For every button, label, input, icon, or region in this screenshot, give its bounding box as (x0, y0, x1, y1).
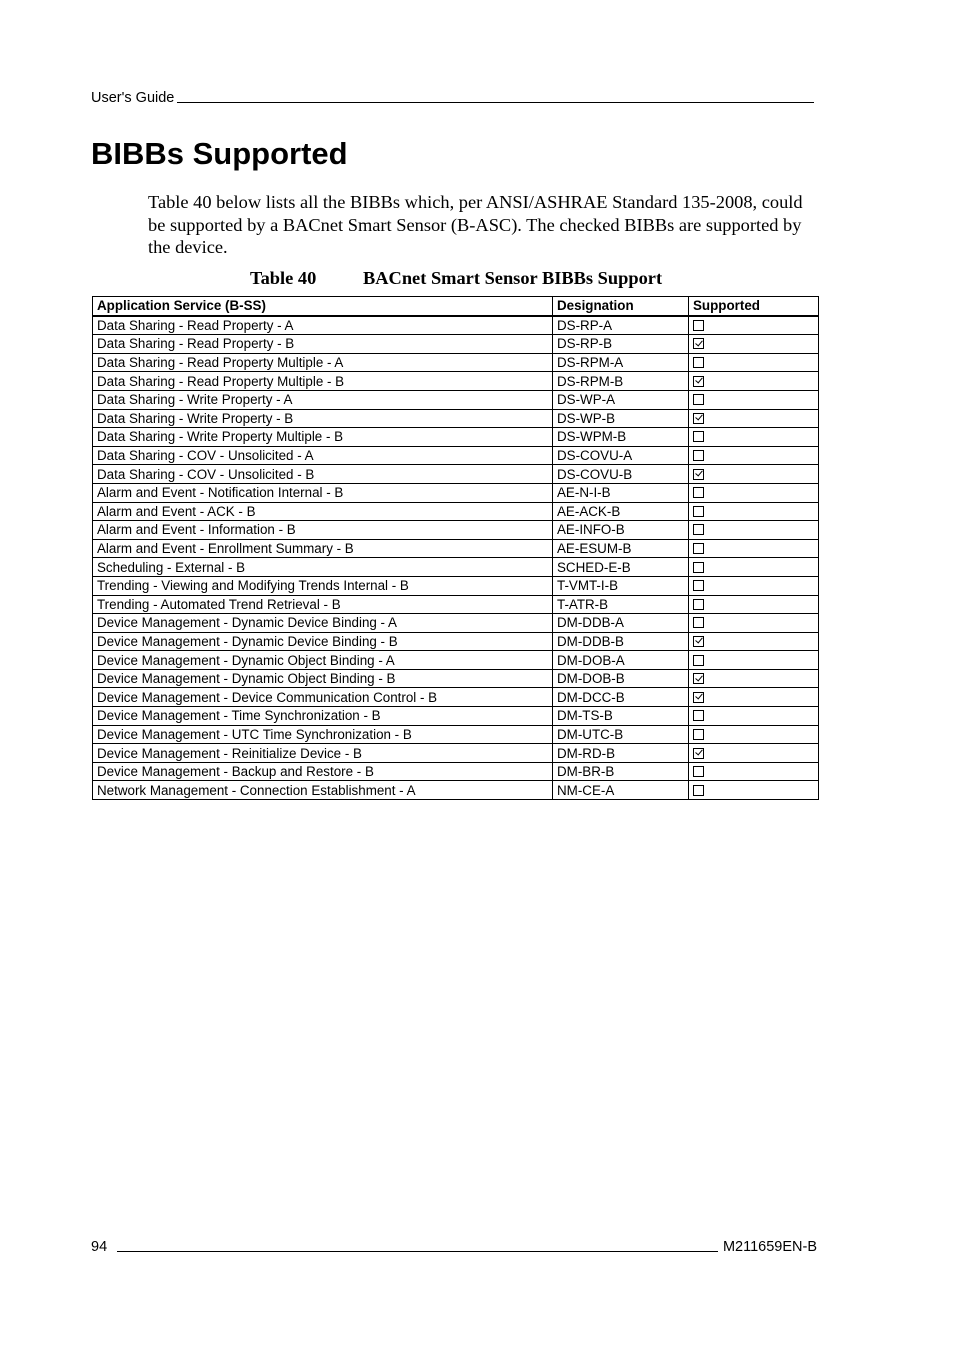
designation-cell: AE-ESUM-B (553, 539, 689, 558)
table-row (93, 688, 819, 707)
page-number: 94 (91, 1239, 108, 1255)
table-row (93, 725, 819, 744)
service-cell: Alarm and Event - Notification Internal - B (93, 483, 553, 502)
table-row (93, 651, 819, 670)
table-row (93, 428, 819, 447)
service-cell: Data Sharing - Write Property - A (93, 390, 553, 409)
designation-cell: T-VMT-I-B (553, 576, 689, 595)
header-title: User's Guide (91, 90, 175, 106)
service-cell: Alarm and Event - ACK - B (93, 502, 553, 521)
designation-cell: DS-WP-B (553, 409, 689, 428)
table-row (93, 558, 819, 577)
service-cell: Data Sharing - COV - Unsolicited - A (93, 446, 553, 465)
service-cell: Data Sharing - COV - Unsolicited - B (93, 465, 553, 484)
service-cell: Alarm and Event - Enrollment Summary - B (93, 539, 553, 558)
service-cell: Data Sharing - Read Property Multiple - B (93, 372, 553, 391)
designation-cell: DM-TS-B (553, 707, 689, 726)
supported-cell (689, 576, 819, 595)
checked-box-icon (693, 376, 704, 387)
table-row (93, 632, 819, 651)
service-cell: Device Management - Dynamic Device Binding - B (93, 632, 553, 651)
supported-cell (689, 762, 819, 781)
service-cell: Scheduling - External - B (93, 558, 553, 577)
supported-cell (689, 428, 819, 447)
designation-cell: DS-RPM-B (553, 372, 689, 391)
table-header-row (93, 297, 819, 316)
supported-cell (689, 316, 819, 335)
unchecked-box-icon (693, 710, 704, 721)
unchecked-box-icon (693, 543, 704, 554)
designation-cell: DM-DDB-A (553, 614, 689, 633)
table-row (93, 502, 819, 521)
designation-cell: DS-RPM-A (553, 353, 689, 372)
designation-cell: DM-DOB-B (553, 669, 689, 688)
designation-cell: DS-WPM-B (553, 428, 689, 447)
page-footer (91, 1239, 817, 1255)
unchecked-box-icon (693, 506, 704, 517)
unchecked-box-icon (693, 450, 704, 461)
doc-code: M211659EN-B (722, 1239, 817, 1255)
checked-box-icon (693, 338, 704, 349)
table-row (93, 595, 819, 614)
service-cell: Network Management - Connection Establishment - A (93, 781, 553, 800)
bibbs-table (92, 296, 819, 800)
checked-box-icon (693, 673, 704, 684)
table-row (93, 409, 819, 428)
service-cell: Device Management - Reinitialize Device - B (93, 744, 553, 763)
supported-cell (689, 390, 819, 409)
service-cell: Device Management - Dynamic Object Binding - B (93, 669, 553, 688)
unchecked-box-icon (693, 766, 704, 777)
supported-cell (689, 669, 819, 688)
designation-cell: DS-COVU-A (553, 446, 689, 465)
unchecked-box-icon (693, 524, 704, 535)
column-header-supported: Supported (689, 297, 819, 316)
unchecked-box-icon (693, 785, 704, 796)
unchecked-box-icon (693, 655, 704, 666)
supported-cell (689, 595, 819, 614)
service-cell: Data Sharing - Read Property - A (93, 316, 553, 335)
service-cell: Data Sharing - Write Property - B (93, 409, 553, 428)
unchecked-box-icon (693, 599, 704, 610)
header-rule (177, 102, 814, 103)
designation-cell: AE-INFO-B (553, 521, 689, 540)
table-row (93, 576, 819, 595)
designation-cell: NM-CE-A (553, 781, 689, 800)
supported-cell (689, 521, 819, 540)
unchecked-box-icon (693, 431, 704, 442)
table-row (93, 353, 819, 372)
table-row (93, 483, 819, 502)
service-cell: Trending - Viewing and Modifying Trends Internal - B (93, 576, 553, 595)
supported-cell (689, 409, 819, 428)
column-header-designation: Designation (553, 297, 689, 316)
page-header (91, 90, 814, 106)
table-row (93, 390, 819, 409)
unchecked-box-icon (693, 487, 704, 498)
supported-cell (689, 372, 819, 391)
designation-cell: DS-RP-A (553, 316, 689, 335)
supported-cell (689, 744, 819, 763)
supported-cell (689, 465, 819, 484)
supported-cell (689, 614, 819, 633)
designation-cell: AE-ACK-B (553, 502, 689, 521)
table-row (93, 669, 819, 688)
supported-cell (689, 707, 819, 726)
supported-cell (689, 651, 819, 670)
supported-cell (689, 483, 819, 502)
designation-cell: DM-DOB-A (553, 651, 689, 670)
service-cell: Device Management - Backup and Restore - B (93, 762, 553, 781)
service-cell: Device Management - UTC Time Synchronization - B (93, 725, 553, 744)
designation-cell: AE-N-I-B (553, 483, 689, 502)
unchecked-box-icon (693, 729, 704, 740)
table-caption-title: BACnet Smart Sensor BIBBs Support (363, 268, 663, 288)
unchecked-box-icon (693, 357, 704, 368)
supported-cell (689, 446, 819, 465)
table-row (93, 614, 819, 633)
supported-cell (689, 632, 819, 651)
designation-cell: T-ATR-B (553, 595, 689, 614)
service-cell: Data Sharing - Write Property Multiple - B (93, 428, 553, 447)
unchecked-box-icon (693, 394, 704, 405)
designation-cell: DM-UTC-B (553, 725, 689, 744)
checked-box-icon (693, 636, 704, 647)
service-cell: Device Management - Dynamic Object Binding - A (93, 651, 553, 670)
table-row (93, 707, 819, 726)
table-row (93, 521, 819, 540)
service-cell: Alarm and Event - Information - B (93, 521, 553, 540)
column-header-service: Application Service (B-SS) (93, 297, 553, 316)
checked-box-icon (693, 692, 704, 703)
supported-cell (689, 688, 819, 707)
service-cell: Device Management - Time Synchronization - B (93, 707, 553, 726)
unchecked-box-icon (693, 320, 704, 331)
table-row (93, 465, 819, 484)
supported-cell (689, 725, 819, 744)
supported-cell (689, 539, 819, 558)
intro-paragraph: Table 40 below lists all the BIBBs which, per ANSI/ASHRAE Standard 135-2008, could be supported by a BACnet Smart Sensor (B-ASC). The checked BIBBs are supported by the device. (148, 192, 803, 257)
unchecked-box-icon (693, 580, 704, 591)
service-cell: Trending - Automated Trend Retrieval - B (93, 595, 553, 614)
supported-cell (689, 558, 819, 577)
designation-cell: DS-WP-A (553, 390, 689, 409)
checked-box-icon (693, 469, 704, 480)
supported-cell (689, 781, 819, 800)
table-body (93, 316, 819, 800)
designation-cell: DM-DCC-B (553, 688, 689, 707)
footer-rule (117, 1251, 718, 1252)
checked-box-icon (693, 413, 704, 424)
table-row (93, 316, 819, 335)
section-title: BIBBs Supported (91, 136, 348, 171)
designation-cell: DS-RP-B (553, 335, 689, 354)
service-cell: Data Sharing - Read Property - B (93, 335, 553, 354)
supported-cell (689, 353, 819, 372)
unchecked-box-icon (693, 562, 704, 573)
table-row (93, 762, 819, 781)
service-cell: Device Management - Dynamic Device Binding - A (93, 614, 553, 633)
supported-cell (689, 502, 819, 521)
service-cell: Data Sharing - Read Property Multiple - A (93, 353, 553, 372)
supported-cell (689, 335, 819, 354)
designation-cell: SCHED-E-B (553, 558, 689, 577)
table-row (93, 744, 819, 763)
table-row (93, 335, 819, 354)
table-row (93, 539, 819, 558)
designation-cell: DM-RD-B (553, 744, 689, 763)
table-row (93, 781, 819, 800)
table-caption-number: Table 40 (250, 268, 317, 288)
designation-cell: DM-DDB-B (553, 632, 689, 651)
unchecked-box-icon (693, 617, 704, 628)
checked-box-icon (693, 748, 704, 759)
table-caption (250, 268, 662, 289)
service-cell: Device Management - Device Communication Control - B (93, 688, 553, 707)
designation-cell: DM-BR-B (553, 762, 689, 781)
designation-cell: DS-COVU-B (553, 465, 689, 484)
table-row (93, 446, 819, 465)
table-row (93, 372, 819, 391)
